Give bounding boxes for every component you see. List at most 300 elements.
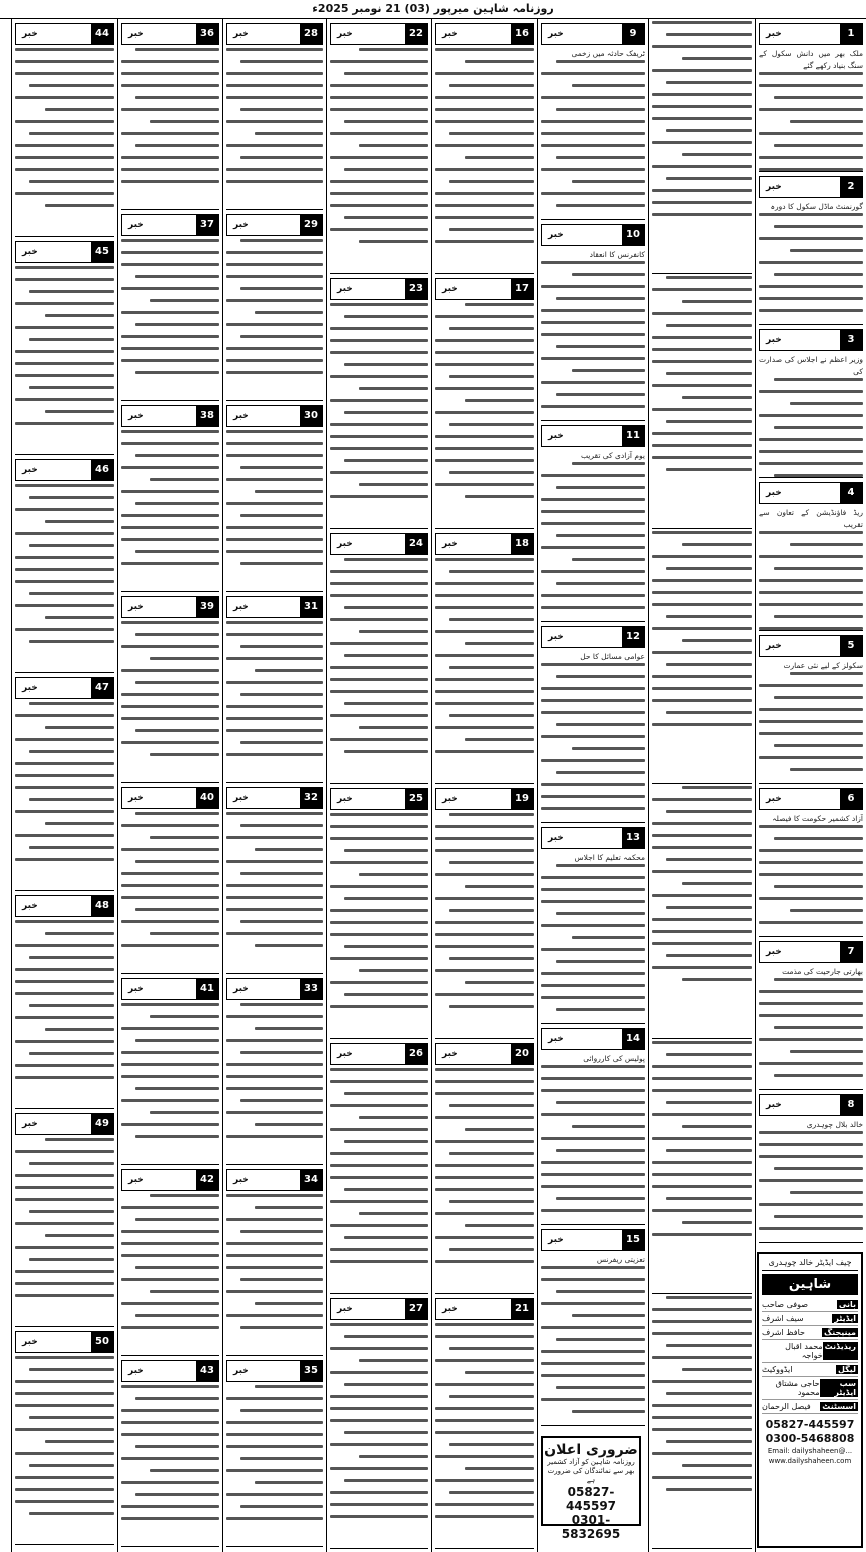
text-line	[15, 810, 114, 813]
text-line	[759, 684, 863, 687]
text-line	[150, 932, 219, 935]
text-line	[240, 741, 323, 744]
text-line	[759, 108, 863, 111]
text-line	[449, 1395, 534, 1398]
news-body	[759, 1131, 863, 1230]
news-body	[121, 1385, 219, 1520]
text-line	[330, 738, 428, 741]
text-line	[774, 273, 863, 276]
text-line	[435, 1188, 534, 1191]
text-line	[45, 1138, 114, 1141]
text-line	[759, 156, 863, 159]
news-label-box	[226, 978, 323, 1000]
text-line	[759, 438, 863, 441]
text-line	[15, 266, 114, 269]
text-line	[330, 1419, 428, 1422]
text-line	[135, 1218, 219, 1221]
text-line	[121, 538, 219, 541]
role-title: لیگل	[837, 1365, 856, 1374]
text-line	[759, 531, 863, 534]
text-line	[121, 108, 219, 111]
text-line	[15, 302, 114, 305]
news-number: 34	[300, 1170, 322, 1190]
text-line	[449, 327, 534, 330]
news-number: 40	[196, 788, 218, 808]
news-label: خبر	[760, 1095, 788, 1115]
text-line	[240, 156, 323, 159]
text-line	[135, 144, 219, 147]
text-line	[666, 1197, 752, 1200]
text-line	[45, 1234, 114, 1237]
text-line	[150, 657, 219, 660]
notice-body: روزنامہ شاہین کو آزاد کشمیر بھر سے نمائندگان کی ضرورت ہے	[547, 1458, 635, 1484]
text-line	[135, 633, 219, 636]
text-line	[226, 1218, 323, 1221]
text-line	[15, 156, 114, 159]
text-line	[15, 992, 114, 995]
news-label-box	[15, 23, 114, 45]
news-item	[759, 784, 863, 937]
text-line	[759, 1179, 863, 1182]
text-line	[541, 405, 645, 408]
text-line	[29, 1368, 114, 1371]
news-label-box	[541, 1229, 645, 1251]
news-label-box	[759, 329, 863, 351]
text-line	[556, 1338, 645, 1341]
text-line	[652, 555, 752, 558]
text-line	[330, 1005, 428, 1008]
news-headline: عوامی مسائل کا حل	[580, 652, 645, 661]
text-line	[226, 1254, 323, 1257]
text-line	[29, 84, 114, 87]
text-line	[759, 84, 863, 87]
text-line	[435, 558, 534, 561]
text-line	[240, 60, 323, 63]
text-line	[682, 396, 752, 399]
text-line	[541, 1278, 645, 1281]
text-line	[435, 1383, 534, 1386]
text-line	[15, 120, 114, 123]
text-line	[330, 1371, 428, 1374]
news-item	[226, 401, 323, 592]
text-line	[790, 768, 863, 771]
text-line	[330, 642, 428, 645]
text-line	[449, 375, 534, 378]
text-line	[541, 606, 645, 609]
news-label-box	[121, 214, 219, 236]
text-line	[330, 1104, 428, 1107]
news-label-box	[121, 978, 219, 1000]
news-number: 12	[622, 627, 644, 647]
text-line	[541, 924, 645, 927]
news-label-box	[541, 827, 645, 849]
news-item	[759, 325, 863, 478]
text-line	[135, 1087, 219, 1090]
role-title: ایڈیٹر	[834, 1314, 856, 1323]
news-item	[330, 19, 428, 274]
text-line	[652, 213, 752, 216]
text-line	[435, 594, 534, 597]
text-line	[652, 93, 752, 96]
news-label: خبر	[542, 24, 570, 44]
text-line	[121, 741, 219, 744]
text-line	[29, 1416, 114, 1419]
text-line	[240, 1003, 323, 1006]
text-line	[790, 402, 863, 405]
text-line	[15, 532, 114, 535]
news-number: 31	[300, 597, 322, 617]
news-label-box	[435, 1298, 534, 1320]
text-line	[652, 360, 752, 363]
text-line	[135, 371, 219, 374]
text-line	[652, 444, 752, 447]
news-number: 33	[300, 979, 322, 999]
text-line	[255, 1027, 323, 1030]
text-line	[682, 1464, 752, 1467]
text-line	[435, 216, 534, 219]
text-line	[790, 1191, 863, 1194]
news-number: 25	[405, 789, 427, 809]
text-line	[759, 462, 863, 465]
news-item	[652, 1039, 752, 1294]
text-line	[15, 144, 114, 147]
text-line	[556, 297, 645, 300]
news-label: خبر	[436, 279, 464, 299]
text-line	[541, 1398, 645, 1401]
text-line	[15, 60, 114, 63]
role-name: صوفی صاحب	[762, 1300, 808, 1309]
text-line	[666, 1053, 752, 1056]
text-line	[330, 1395, 428, 1398]
news-label-box	[759, 1094, 863, 1116]
news-body	[541, 1065, 645, 1212]
text-line	[15, 1380, 114, 1383]
text-line	[330, 1068, 428, 1071]
role-title: سب ایڈیٹر	[820, 1379, 858, 1397]
text-line	[344, 702, 428, 705]
text-line	[465, 303, 534, 306]
news-label-box	[330, 278, 428, 300]
text-line	[226, 1015, 323, 1018]
text-line	[150, 1469, 219, 1472]
text-line	[541, 381, 645, 384]
text-line	[240, 693, 323, 696]
text-line	[652, 1113, 752, 1116]
text-line	[759, 1155, 863, 1158]
masthead: روزنامہ شاہین میرپور (03) 21 نومبر 2025ء	[0, 0, 866, 19]
text-line	[344, 459, 428, 462]
text-line	[435, 606, 534, 609]
text-line	[121, 72, 219, 75]
news-label: خبر	[760, 177, 788, 197]
text-line	[652, 432, 752, 435]
text-line	[556, 912, 645, 915]
news-item	[121, 210, 219, 401]
news-item	[435, 784, 534, 1039]
text-line	[330, 132, 428, 135]
text-line	[121, 347, 219, 350]
role-name: محمد اقبال خواجہ	[785, 1342, 823, 1360]
text-line	[226, 526, 323, 529]
text-line	[774, 978, 863, 981]
text-line	[240, 872, 323, 875]
text-line	[682, 978, 752, 981]
notice-phone-1: 05827-445597	[565, 1485, 617, 1513]
text-line	[556, 582, 645, 585]
text-line	[330, 108, 428, 111]
news-item	[226, 210, 323, 401]
news-item	[759, 172, 863, 325]
news-label-box	[15, 241, 114, 263]
text-line	[29, 1512, 114, 1515]
text-line	[435, 837, 534, 840]
text-line	[682, 57, 752, 60]
text-line	[541, 1302, 645, 1305]
news-number: 2	[840, 177, 862, 197]
news-body	[652, 1296, 752, 1491]
text-line	[572, 273, 645, 276]
text-line	[435, 351, 534, 354]
text-line	[226, 502, 323, 505]
news-label: خبر	[331, 534, 359, 554]
text-line	[790, 120, 863, 123]
news-headline: گورنمنٹ ماڈل سکول کا دورہ	[770, 202, 863, 211]
text-line	[135, 1266, 219, 1269]
text-line	[330, 327, 428, 330]
news-item	[15, 673, 114, 891]
news-body	[330, 1068, 428, 1263]
text-line	[759, 579, 863, 582]
text-line	[666, 615, 752, 618]
text-line	[330, 60, 428, 63]
text-line	[121, 896, 219, 899]
text-line	[240, 239, 323, 242]
news-label: خبر	[760, 24, 788, 44]
text-line	[15, 278, 114, 281]
text-line	[330, 582, 428, 585]
news-number: 18	[511, 534, 533, 554]
text-line	[572, 936, 645, 939]
news-number: 42	[196, 1170, 218, 1190]
imprint-web: www.dailyshaheen.com	[768, 1457, 852, 1465]
news-item	[15, 455, 114, 673]
text-line	[435, 447, 534, 450]
text-line	[556, 1008, 645, 1011]
text-line	[226, 1135, 323, 1138]
text-line	[652, 165, 752, 168]
text-line	[541, 1137, 645, 1140]
text-line	[344, 1092, 428, 1095]
text-line	[135, 502, 219, 505]
text-line	[435, 1164, 534, 1167]
text-line	[666, 954, 752, 957]
text-line	[150, 120, 219, 123]
text-line	[121, 645, 219, 648]
text-line	[435, 240, 534, 243]
news-label: خبر	[227, 406, 255, 426]
text-line	[682, 1125, 752, 1128]
text-line	[652, 141, 752, 144]
text-line	[45, 204, 114, 207]
imprint-email: Email: dailyshaheen@...	[767, 1447, 853, 1455]
news-label: خبر	[227, 24, 255, 44]
text-line	[465, 1128, 534, 1131]
news-number: 8	[840, 1095, 862, 1115]
text-line	[150, 1015, 219, 1018]
text-line	[435, 363, 534, 366]
text-line	[45, 1440, 114, 1443]
news-body	[541, 261, 645, 408]
text-line	[435, 1515, 534, 1518]
news-item	[330, 529, 428, 784]
news-number: 35	[300, 1361, 322, 1381]
text-line	[15, 1076, 114, 1079]
text-line	[15, 508, 114, 511]
news-label: خبر	[122, 406, 150, 426]
text-line	[541, 261, 645, 264]
text-line	[435, 702, 534, 705]
text-line	[226, 633, 323, 636]
news-body	[435, 1323, 534, 1518]
text-line	[344, 216, 428, 219]
text-line	[666, 177, 752, 180]
news-number: 49	[91, 1114, 113, 1134]
text-line	[435, 750, 534, 753]
text-line	[330, 714, 428, 717]
text-line	[449, 813, 534, 816]
text-line	[572, 1410, 645, 1413]
news-number: 27	[405, 1299, 427, 1319]
text-line	[556, 204, 645, 207]
text-line	[15, 96, 114, 99]
news-number: 5	[840, 636, 862, 656]
news-body	[652, 786, 752, 981]
text-line	[541, 1266, 645, 1269]
news-body	[759, 978, 863, 1077]
text-line	[121, 156, 219, 159]
text-line	[556, 108, 645, 111]
text-line	[435, 1176, 534, 1179]
text-line	[759, 390, 863, 393]
text-line	[652, 45, 752, 48]
news-item	[15, 891, 114, 1109]
news-body	[226, 1003, 323, 1138]
text-line	[15, 192, 114, 195]
news-label-box	[541, 23, 645, 45]
news-number: 19	[511, 789, 533, 809]
text-line	[652, 456, 752, 459]
text-line	[15, 168, 114, 171]
text-line	[150, 478, 219, 481]
text-line	[652, 117, 752, 120]
news-label: خبر	[122, 979, 150, 999]
text-line	[135, 729, 219, 732]
news-label: خبر	[542, 225, 570, 245]
text-line	[15, 1016, 114, 1019]
text-line	[150, 299, 219, 302]
text-line	[541, 321, 645, 324]
text-line	[541, 72, 645, 75]
news-item	[226, 974, 323, 1165]
news-number: 9	[622, 24, 644, 44]
text-line	[330, 690, 428, 693]
news-item	[435, 529, 534, 784]
text-line	[121, 1051, 219, 1054]
news-headline: تعزیتی ریفرنس	[596, 1255, 645, 1264]
text-line	[652, 846, 752, 849]
news-item	[652, 529, 752, 784]
role-title: ریذیڈنٹ	[823, 1342, 858, 1360]
text-line	[240, 920, 323, 923]
text-line	[29, 1464, 114, 1467]
text-line	[682, 543, 752, 546]
text-line	[774, 1167, 863, 1170]
text-line	[226, 1242, 323, 1245]
text-line	[556, 723, 645, 726]
text-line	[29, 290, 114, 293]
text-line	[29, 1004, 114, 1007]
news-number: 30	[300, 406, 322, 426]
text-line	[541, 663, 645, 666]
news-label: خبر	[16, 1114, 44, 1134]
text-line	[774, 144, 863, 147]
text-line	[465, 981, 534, 984]
text-line	[556, 345, 645, 348]
text-line	[15, 1064, 114, 1067]
text-line	[226, 681, 323, 684]
text-line	[226, 908, 323, 911]
news-item	[15, 237, 114, 455]
text-line	[541, 735, 645, 738]
news-body	[15, 48, 114, 207]
text-line	[556, 771, 645, 774]
text-line	[29, 592, 114, 595]
news-number: 23	[405, 279, 427, 299]
text-line	[652, 798, 752, 801]
text-line	[15, 1294, 114, 1297]
text-line	[226, 1397, 323, 1400]
text-line	[759, 720, 863, 723]
news-body	[15, 1356, 114, 1515]
imprint-box	[757, 1252, 863, 1548]
news-label-box	[15, 677, 114, 699]
text-line	[121, 84, 219, 87]
text-line	[652, 1089, 752, 1092]
text-line	[541, 1209, 645, 1212]
text-line	[435, 387, 534, 390]
text-line	[359, 630, 428, 633]
text-line	[449, 423, 534, 426]
text-line	[121, 1242, 219, 1245]
text-line	[359, 483, 428, 486]
text-line	[556, 1149, 645, 1152]
text-line	[121, 1505, 219, 1508]
text-line	[330, 1491, 428, 1494]
text-line	[435, 726, 534, 729]
text-line	[45, 616, 114, 619]
text-line	[541, 498, 645, 501]
text-line	[45, 726, 114, 729]
news-label-box	[121, 1169, 219, 1191]
news-label: خبر	[760, 942, 788, 962]
text-line	[330, 825, 428, 828]
text-line	[759, 555, 863, 558]
text-line	[226, 729, 323, 732]
text-line	[541, 1077, 645, 1080]
text-line	[759, 1131, 863, 1134]
text-line	[330, 666, 428, 669]
news-label: خبر	[227, 979, 255, 999]
